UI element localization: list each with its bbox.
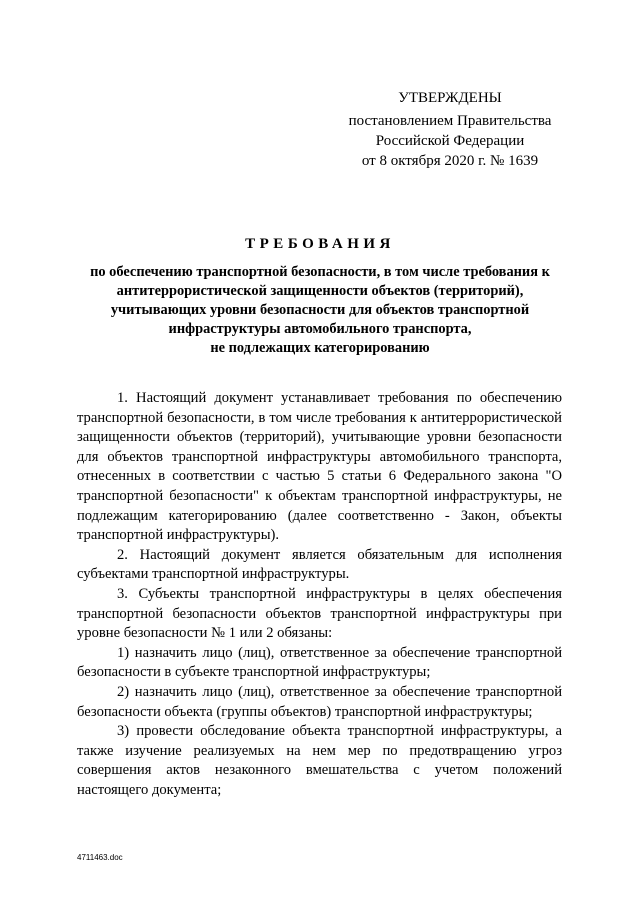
approval-heading: УТВЕРЖДЕНЫ [398, 90, 502, 106]
subtitle-line-2: антитеррористической защищенности объектов (территорий), [116, 283, 524, 299]
subtitle-line-4: инфраструктуры автомобильного транспорта, [168, 321, 472, 337]
document-body [77, 389, 562, 800]
paragraph-2: 2. Настоящий документ является обязательным для исполнения субъектами транспортной инфраструктуры. [77, 546, 562, 583]
paragraph-3-item-3: 3) провести обследование объекта транспортной инфраструктуры, а также изучение реализуемых на нем мер по предотвращению угроз совершения актов незаконного вмешательства с учетом положений настоящего документа; [77, 723, 562, 798]
approval-block [340, 88, 560, 171]
subtitle-line-3: учитывающих уровни безопасности для объектов транспортной [110, 302, 530, 318]
approval-line-1: постановлением Правительства [348, 113, 552, 129]
document-subtitle [60, 263, 580, 358]
approval-line-2: Российской Федерации [375, 133, 525, 149]
paragraph-3-item-2: 2) назначить лицо (лиц), ответственное за обеспечение транспортной безопасности объекта (группы объектов) транспортной инфраструктуры; [77, 683, 562, 720]
subtitle-line-1: по обеспечению транспортной безопасности, в том числе требования к [90, 264, 550, 280]
approval-line-3: от 8 октября 2020 г. № 1639 [361, 153, 539, 169]
document-title: ТРЕБОВАНИЯ [245, 236, 395, 252]
paragraph-1: 1. Настоящий документ устанавливает требования по обеспечению транспортной безопасности, в том числе требования к антитеррористической защищенности объектов (территорий), учитывающие уровни безопасности для объектов транспортной инфраструктуры автомобильного транспорта, отнесенных в соответствии с частью 5 статьи 6 Федерального закона "О транспортной безопасности" к объектам транспортной инфраструктуры, не подлежащим категорированию (далее соответственно - Закон, объекты транспортной инфраструктуры). [77, 390, 562, 544]
paragraph-3: 3. Субъекты транспортной инфраструктуры в целях обеспечения транспортной безопасности объектов транспортной инфраструктуры при уровне безопасности № 1 или 2 обязаны: [77, 585, 562, 642]
file-name-footer: 4711463.doc [77, 853, 123, 862]
paragraph-3-item-1: 1) назначить лицо (лиц), ответственное за обеспечение транспортной безопасности в субъекте транспортной инфраструктуры; [77, 644, 562, 681]
subtitle-line-5: не подлежащих категорированию [210, 340, 430, 356]
